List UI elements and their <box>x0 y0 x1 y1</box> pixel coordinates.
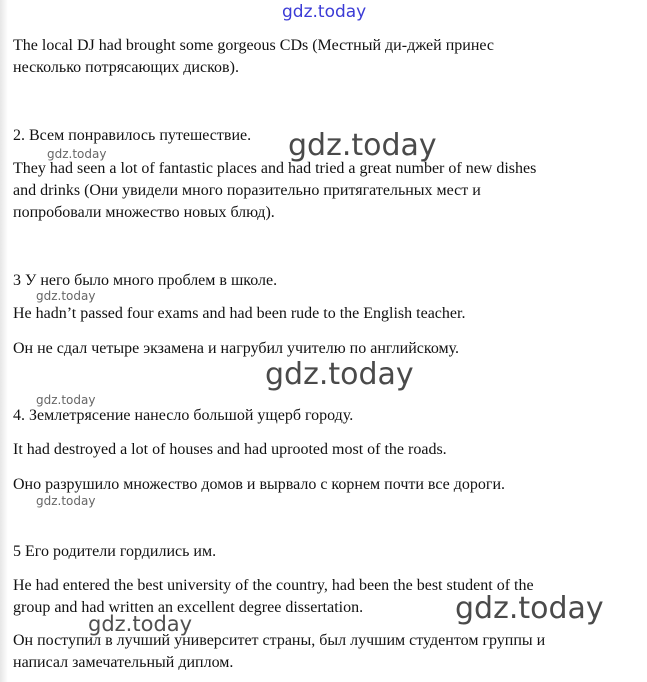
watermark-small: gdz.today <box>36 393 96 407</box>
watermark-small: gdz.today <box>36 289 96 303</box>
text-line: несколько потрясающих дисков). <box>13 59 239 76</box>
paragraph-item-2-answer <box>13 158 536 224</box>
text-line: 3 У него было много проблем в школе. <box>13 272 278 289</box>
text-line: He had entered the best university of the country, had been the best student of the <box>13 577 534 594</box>
text-line: 2. Всем понравилось путешествие. <box>13 127 252 144</box>
text-line: They had seen a lot of fantastic places and had tried a great number of new dishes <box>13 160 537 177</box>
paragraph-intro <box>13 35 494 79</box>
paragraph-item-4-english <box>13 439 447 461</box>
text-line: Оно разрушило множество домов и вырвало с корнем почти все дороги. <box>13 476 506 493</box>
text-line: 4. Землетрясение нанесло большой ущерб городу. <box>13 407 354 424</box>
paragraph-item-3-english <box>13 303 465 325</box>
watermark-top: gdz.today <box>282 2 367 22</box>
text-line: написал замечательный диплом. <box>13 654 234 671</box>
text-line: It had destroyed a lot of houses and had uprooted most of the roads. <box>13 441 447 458</box>
text-line: Он не сдал четыре экзамена и нагрубил учителю по английскому. <box>13 340 460 357</box>
page-edge-shadow <box>0 0 8 682</box>
text-line: попробовали множество новых блюд). <box>13 204 275 221</box>
paragraph-item-5-russian <box>13 630 545 674</box>
heading-item-5 <box>13 541 216 563</box>
text-line: Он поступил в лучший университет страны, был лучшим студентом группы и <box>13 632 546 649</box>
watermark-small: gdz.today <box>36 494 96 508</box>
text-line: and drinks (Они увидели много поразительно притягательных мест и <box>13 182 481 199</box>
text-line: 5 Его родители гордились им. <box>13 543 217 560</box>
watermark-small: gdz.today <box>47 147 107 161</box>
watermark-large: gdz.today <box>265 357 414 392</box>
text-line: group and had written an excellent degree dissertation. <box>13 599 364 616</box>
watermark-large: gdz.today <box>288 128 437 163</box>
text-line: He hadn’t passed four exams and had been rude to the English teacher. <box>13 305 466 322</box>
watermark-large: gdz.today <box>455 591 604 626</box>
paragraph-item-4-russian <box>13 474 505 496</box>
heading-item-4 <box>13 405 353 427</box>
text-line: The local DJ had brought some gorgeous CDs (Местный ди-джей принес <box>13 37 494 54</box>
heading-item-2 <box>13 125 251 147</box>
watermark-medium: gdz.today <box>88 612 193 636</box>
